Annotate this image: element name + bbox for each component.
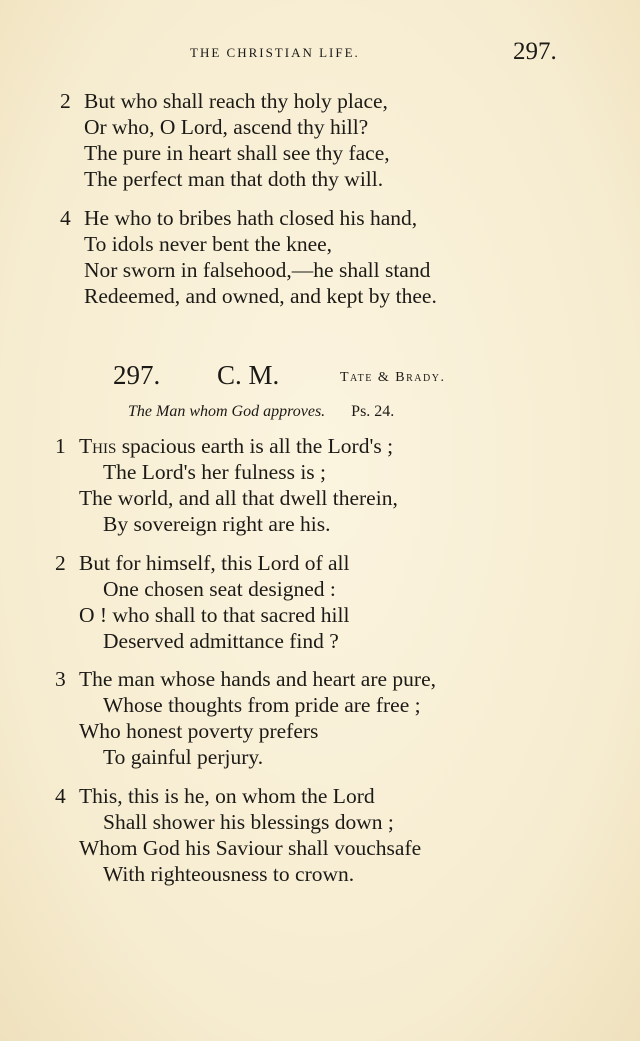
verse-line: 4 He who to bribes hath closed his hand, (60, 206, 418, 230)
verse-line: To gainful perjury. (103, 745, 264, 769)
verse-line: 2 But who shall reach thy holy place, (60, 89, 388, 113)
hymn-stanza-3 (55, 666, 436, 770)
hymn-number: 297. (113, 360, 161, 390)
stanza-number: 4 (60, 206, 71, 230)
stanza-number: 1 (55, 434, 66, 458)
verse-line: With righteousness to crown. (103, 862, 355, 886)
verse-line: The Lord's her fulness is ; (103, 460, 327, 484)
verse-line: By sovereign right are his. (103, 512, 331, 536)
verse-line: Shall shower his blessings down ; (103, 810, 394, 834)
verse-line: Nor sworn in falsehood,—he shall stand (84, 258, 431, 282)
verse-line: Whose thoughts from pride are free ; (103, 693, 421, 717)
previous-stanza-4 (60, 205, 437, 309)
hymn-title: The Man whom God approves. (128, 403, 326, 420)
verse-line: 4 This, this is he, on whom the Lord (55, 784, 375, 808)
previous-stanza-2 (60, 88, 390, 192)
stanza-number: 2 (55, 551, 66, 575)
hymn-stanza-2 (55, 550, 350, 654)
verse-line: Deserved admittance find ? (103, 629, 339, 653)
verse-line: Redeemed, and owned, and kept by thee. (84, 284, 437, 308)
running-title: THE CHRISTIAN LIFE. (190, 45, 360, 60)
verse-line: Or who, O Lord, ascend thy hill? (84, 115, 369, 139)
verse-line: 3 The man whose hands and heart are pure, (55, 667, 436, 691)
hymn-meter: C. M. (217, 360, 280, 390)
verse-line: 2 But for himself, this Lord of all (55, 551, 350, 575)
stanza-number: 4 (55, 784, 66, 808)
verse-line: Who honest poverty prefers (79, 719, 319, 743)
page-number: 297. (513, 38, 557, 65)
verse-line: The pure in heart shall see thy face, (84, 141, 390, 165)
verse-line: O ! who shall to that sacred hill (79, 603, 350, 627)
stanza-number: 3 (55, 667, 66, 691)
stanza-number: 2 (60, 89, 71, 113)
initial-word: This (79, 434, 117, 458)
verse-line: The perfect man that doth thy will. (84, 167, 384, 191)
verse-line: The world, and all that dwell therein, (79, 486, 398, 510)
hymn-stanza-4 (55, 783, 421, 887)
scripture-reference: Ps. 24. (351, 403, 395, 420)
verse-line: One chosen seat designed : (103, 577, 336, 601)
verse-line: Whom God his Saviour shall vouchsafe (79, 836, 422, 860)
hymn-stanza-1 (55, 433, 398, 537)
hymn-author: Tate & Brady. (340, 370, 446, 385)
hymn-header (113, 360, 493, 390)
verse-line: To idols never bent the knee, (84, 232, 333, 256)
hymn-subtitle (128, 403, 394, 421)
verse-line: 1 This spacious earth is all the Lord's ; (55, 434, 394, 458)
